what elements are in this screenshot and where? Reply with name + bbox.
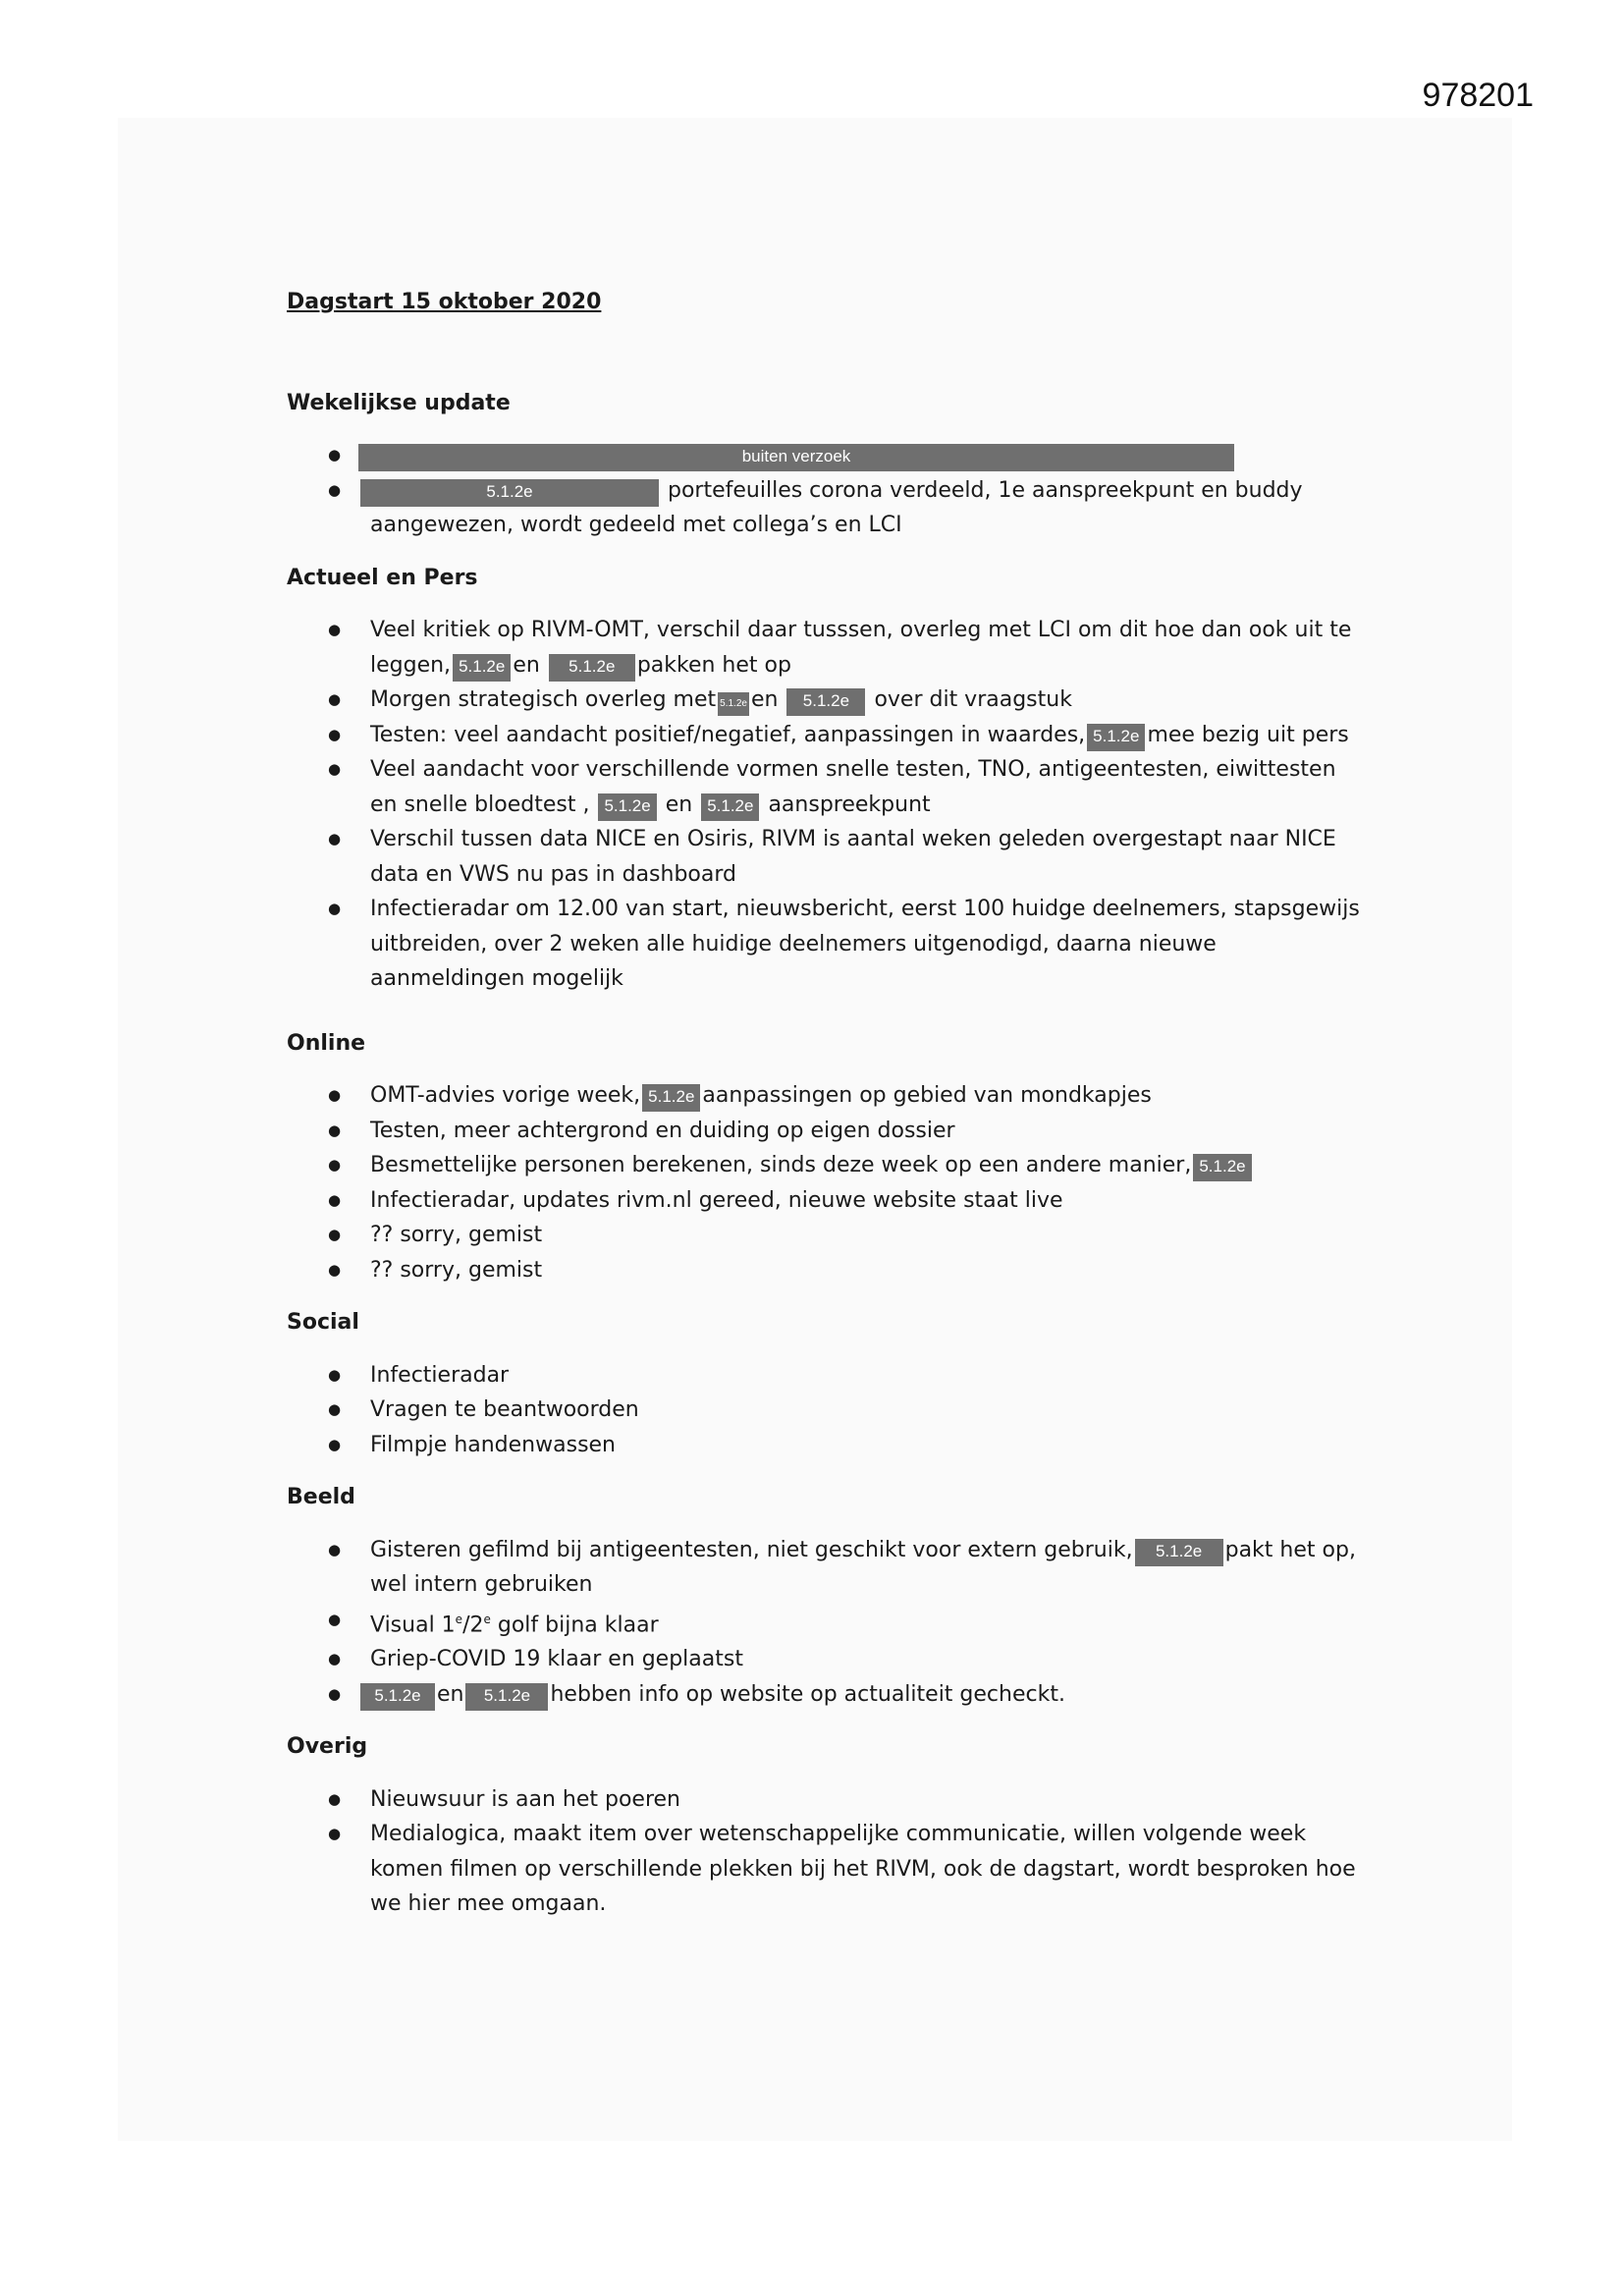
redaction-box: 5.1.2e [1193, 1154, 1251, 1181]
list-social [287, 1358, 1367, 1463]
list-item: ● Infectieradar [287, 1358, 1367, 1394]
list-wekelijkse-update [287, 438, 1367, 543]
list-item: ● Infectieradar, updates rivm.nl gereed, nieuwe website staat live [287, 1183, 1367, 1219]
superscript: e [483, 1612, 491, 1626]
list-item-text: Testen: veel aandacht positief/negatief, aanpassingen in waardes, [370, 722, 1086, 747]
superscript: e [455, 1612, 463, 1626]
redaction-box: 5.1.2e [718, 692, 749, 716]
list-item-text: /2 [462, 1612, 484, 1637]
heading-overig: Overig [287, 1734, 368, 1760]
list-item [287, 438, 1367, 473]
list-item-text: hebben info op website op actualiteit gecheckt. [550, 1681, 1065, 1707]
heading-beeld: Beeld [287, 1485, 355, 1509]
list-item-text: Veel kritiek op RIVM-OMT, verschil daar tusssen, overleg met LCI om dit hoe dan ook uit te leggen, [370, 618, 1352, 678]
list-item-text: Morgen strategisch overleg met [370, 687, 717, 712]
list-online [287, 1078, 1367, 1287]
list-item-text: over dit vraagstuk [874, 687, 1072, 712]
heading-online: Online [287, 1030, 366, 1056]
redaction-box: 5.1.2e [360, 479, 659, 507]
list-item-text: en [437, 1681, 464, 1707]
list-item-text: pakken het op [636, 652, 791, 678]
heading-social: Social [287, 1310, 359, 1335]
redaction-box: buiten verzoek [358, 444, 1234, 471]
list-item-text: Visual 1 [370, 1612, 456, 1637]
list-item-text: Besmettelijke personen berekenen, sinds deze week op een andere manier, [370, 1153, 1192, 1177]
list-item: ● Verschil tussen data NICE en Osiris, RIVM is aantal weken geleden overgestapt naar NICE data en VWS nu pas in dashboard [287, 822, 1367, 892]
list-item-text: en [750, 687, 779, 712]
redaction-box: 5.1.2e [360, 1683, 435, 1711]
redaction-box: 5.1.2e [549, 654, 635, 682]
list-overig [287, 1782, 1367, 1922]
list-item-text: mee bezig uit pers [1147, 722, 1349, 747]
list-item: ● Griep-COVID 19 klaar en geplaatst [287, 1642, 1367, 1677]
list-item [287, 613, 1367, 683]
document-body [287, 285, 1367, 1922]
list-item [287, 473, 1367, 543]
list-item: ● Vragen te beantwoorden [287, 1393, 1367, 1428]
list-beeld [287, 1533, 1367, 1713]
list-item-text: aanspreekpunt [768, 792, 931, 817]
redaction-box: 5.1.2e [1135, 1539, 1223, 1566]
list-item: ● ?? sorry, gemist [287, 1253, 1367, 1288]
redaction-box: 5.1.2e [1087, 724, 1145, 751]
redaction-box: 5.1.2e [453, 654, 511, 682]
list-item: ● Nieuwsuur is aan het poeren [287, 1782, 1367, 1818]
redaction-box: 5.1.2e [465, 1683, 548, 1711]
redaction-box: 5.1.2e [786, 688, 865, 716]
list-item [287, 1533, 1367, 1603]
list-item: ● Infectieradar om 12.00 van start, nieuwsbericht, eerst 100 huidge deelnemers, stapsgewijs uitbreiden, over 2 weken alle huidige deelnemers uitgenodigd, daarna nieuwe aanmeldingen mogelijk [287, 892, 1367, 997]
list-item [287, 752, 1367, 822]
list-item [287, 1078, 1367, 1114]
redaction-box: 5.1.2e [701, 793, 759, 821]
list-item [287, 1677, 1367, 1713]
list-item [287, 718, 1367, 753]
redaction-box: 5.1.2e [598, 793, 656, 821]
list-item-text: OMT-advies vorige week, [370, 1083, 641, 1108]
list-item-text: en [513, 652, 540, 678]
list-item: ● Filmpje handenwassen [287, 1428, 1367, 1463]
heading-actueel-en-pers: Actueel en Pers [287, 565, 478, 590]
list-item: ● Testen, meer achtergrond en duiding op eigen dossier [287, 1114, 1367, 1149]
list-item-text: portefeuilles corona verdeeld, 1e aanspreekpunt en buddy aangewezen, wordt gedeeld met collega’s en LCI [370, 477, 1303, 537]
heading-wekelijkse-update: Wekelijkse update [287, 390, 511, 415]
list-actueel-en-pers [287, 613, 1367, 997]
list-item-text: en [665, 792, 693, 817]
redaction-box: 5.1.2e [642, 1084, 700, 1112]
list-item: ● Medialogica, maakt item over wetenschappelijke communicatie, willen volgende week komen filmen op verschillende plekken bij het RIVM, ook de dagstart, wordt besproken hoe we hier mee omgaan. [287, 1817, 1367, 1922]
list-item [287, 683, 1367, 718]
list-item-text: Veel aandacht voor verschillende vormen snelle testen, TNO, antigeentesten, eiwittesten en snelle bloedtest , [370, 757, 1336, 817]
list-item-text: Gisteren gefilmd bij antigeentesten, niet geschikt voor extern gebruik, [370, 1537, 1133, 1562]
document-title: Dagstart 15 oktober 2020 [287, 290, 602, 314]
list-item [287, 1603, 1367, 1643]
list-item [287, 1148, 1367, 1183]
list-item-text: golf bijna klaar [490, 1612, 659, 1637]
list-item: ● ?? sorry, gemist [287, 1218, 1367, 1253]
list-item-text: aanpassingen op gebied van mondkapjes [702, 1083, 1152, 1108]
page-number: 978201 [1422, 77, 1534, 114]
list-item-text: pakt het op, wel intern gebruiken [370, 1537, 1356, 1597]
